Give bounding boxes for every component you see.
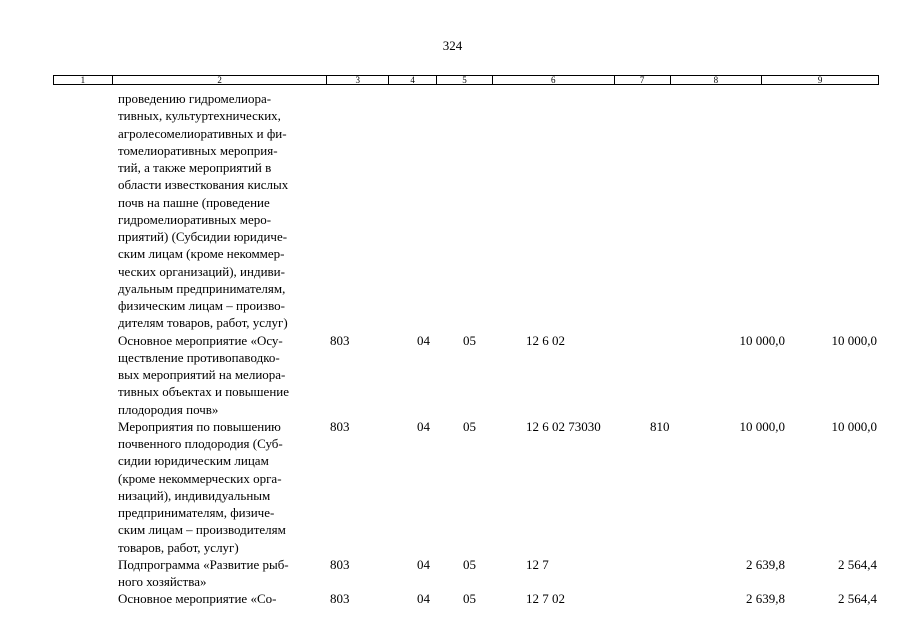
header-col-9: 9 <box>817 75 823 85</box>
cell-text-line: сидии юридическим лицам <box>118 453 269 469</box>
cell-col-4: 04 <box>417 332 430 348</box>
header-col-5: 5 <box>437 76 493 84</box>
cell-text-line: дуальным предпринимателям, <box>118 280 286 296</box>
cell-text-line: Основное мероприятие «Осу- <box>118 332 283 348</box>
cell-col-4: 04 <box>417 556 430 572</box>
table-header-row <box>53 75 879 85</box>
cell-col-5: 05 <box>463 332 476 348</box>
table-row <box>53 332 879 418</box>
table-row <box>53 556 879 591</box>
cell-col-3: 803 <box>330 332 350 348</box>
cell-col-8: 10 000,0 <box>739 332 785 348</box>
cell-col-8: 2 639,8 <box>746 556 785 572</box>
cell-col-3: 803 <box>330 418 350 434</box>
cell-text-line: области известкования кислых <box>118 177 289 193</box>
cell-text-line: тивных объектах и повышение <box>118 384 290 400</box>
header-col-6: 6 <box>493 76 615 84</box>
cell-text-line: Основное мероприятие «Со- <box>118 591 277 607</box>
page-number: 324 <box>442 38 463 53</box>
cell-text-line: предпринимателям, физиче- <box>118 505 275 520</box>
cell-col-9: 2 564,4 <box>838 591 877 607</box>
header-col-7: 7 <box>615 76 671 84</box>
cell-text-line: плодородия почв» <box>118 401 219 417</box>
cell-col-6: 12 6 02 <box>526 332 565 348</box>
cell-col-5: 05 <box>463 591 476 607</box>
cell-text-line: ским лицам (кроме некоммер- <box>118 246 285 262</box>
table-row <box>53 590 879 607</box>
cell-text-line: тий, а также мероприятий в <box>118 160 272 175</box>
cell-text-line: ским лицам – производителям <box>118 522 286 538</box>
cell-text-line: (кроме некоммерческих орга- <box>118 470 282 486</box>
cell-text-line: тивных, культуртехнических, <box>118 108 281 124</box>
table-row <box>53 90 879 332</box>
cell-col-7: 810 <box>650 418 670 434</box>
cell-col-2 <box>118 556 323 591</box>
cell-text-line: вых мероприятий на мелиора- <box>118 367 286 382</box>
cell-col-6: 12 7 02 <box>526 591 565 607</box>
cell-text-line: Мероприятия по повышению <box>118 418 281 434</box>
cell-text-line: агролесомелиоративных и фи- <box>118 125 287 141</box>
cell-text-line: дителям товаров, работ, услуг) <box>118 315 288 331</box>
cell-col-6: 12 7 <box>526 556 549 572</box>
cell-text-line: почвенного плодородия (Суб- <box>118 436 283 451</box>
cell-col-6: 12 6 02 73030 <box>526 418 601 434</box>
cell-text-line: томелиоративных мероприя- <box>118 142 278 158</box>
cell-text-line: физическим лицам – произво- <box>118 298 285 313</box>
table-row <box>53 418 879 556</box>
cell-col-3: 803 <box>330 591 350 607</box>
cell-col-5: 05 <box>463 556 476 572</box>
cell-col-3: 803 <box>330 556 350 572</box>
cell-col-5: 05 <box>463 418 476 434</box>
header-col-4: 4 <box>389 76 437 84</box>
cell-col-9: 10 000,0 <box>831 418 877 434</box>
cell-text-line: ществление противопаводко- <box>118 349 280 365</box>
cell-text-line: ческих организаций), индиви- <box>118 263 285 279</box>
cell-text-line: низаций), индивидуальным <box>118 487 271 503</box>
cell-text-line: проведению гидромелиора- <box>118 91 272 106</box>
cell-text-line: Подпрограмма «Развитие рыб- <box>118 556 289 572</box>
cell-col-2 <box>118 332 323 418</box>
cell-text-line: приятий) (Субсидии юридиче- <box>118 229 288 244</box>
cell-col-4: 04 <box>417 591 430 607</box>
header-col-8: 8 <box>671 76 763 84</box>
header-col-3: 3 <box>327 76 389 84</box>
header-col-1: 1 <box>54 76 113 84</box>
cell-col-2 <box>118 90 323 332</box>
cell-text-line: почв на пашне (проведение <box>118 194 270 210</box>
cell-text-line: гидромелиоративных меро- <box>118 211 272 227</box>
header-col-2: 2 <box>113 76 327 84</box>
cell-col-2 <box>118 590 323 607</box>
cell-col-8: 2 639,8 <box>746 591 785 607</box>
cell-col-4: 04 <box>417 418 430 434</box>
table-body <box>53 90 879 608</box>
cell-text-line: ного хозяйства» <box>118 574 207 589</box>
cell-text-line: товаров, работ, услуг) <box>118 539 239 555</box>
cell-col-8: 10 000,0 <box>739 418 785 434</box>
cell-col-9: 2 564,4 <box>838 556 877 572</box>
cell-col-9: 10 000,0 <box>831 332 877 348</box>
cell-col-2 <box>118 418 323 556</box>
